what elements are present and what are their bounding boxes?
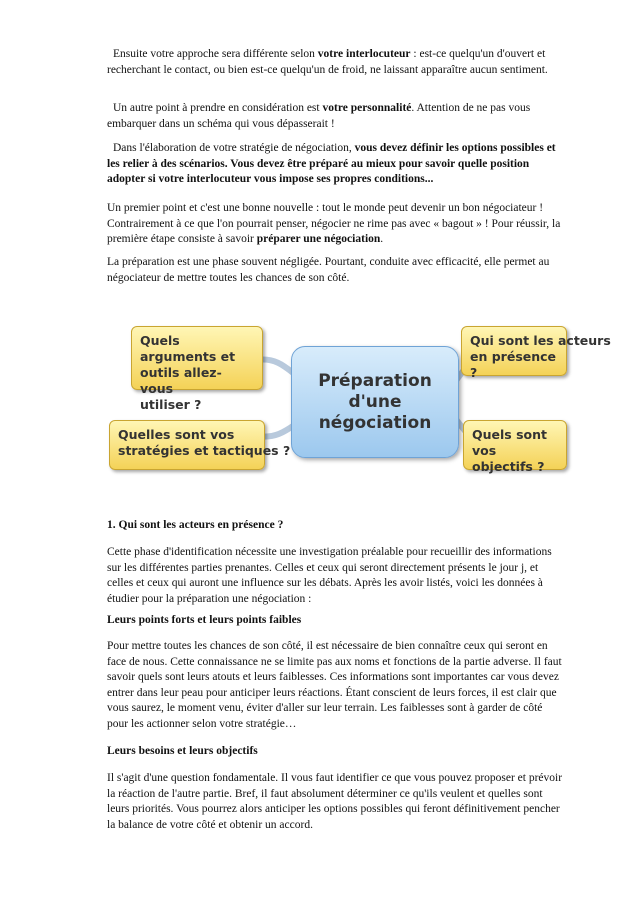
paragraph-interlocuteur [107,47,565,78]
node-strategies [109,420,291,470]
paragraph-preparation: La préparation est une phase souvent négligée. Pourtant, conduite avec efficacité, elle permet au négociateur de mettre toutes les chances de son côté. [107,256,550,284]
emphasis: votre interlocuteur [317,48,411,60]
paragraph-points-forts: Pour mettre toutes les chances de son côté, il est nécessaire de bien connaître ceux qui seront en face de nous. Cette connaissance ne se limite pas aux noms et fonctions de la partie adverse. Il faut savoir quels sont leurs atouts et leurs faiblesses. Ces informations sont importantes car vous devez entrer dans leur peau pour anticiper leurs réactions. Étant conscient de leurs forces, il est clair que vous saurez, le moment venu, éviter d'aller sur leur terrain. Les faiblesses sont à garder de côté pour les actionner selon votre stratégie… [107,640,562,730]
paragraph-bonne-nouvelle [107,201,565,248]
node-line: stratégies et tactiques ? [118,443,291,458]
emphasis: préparer une négociation [256,233,381,245]
node-center [291,346,459,458]
subheading-points-forts: Leurs points forts et leurs points faibles [107,614,302,626]
paragraph-strategie [107,141,565,188]
node-line: en présence ? [470,349,557,380]
text: Ensuite votre approche sera différente selon [113,48,318,60]
node-line: outils allez-vous [140,365,222,396]
node-line: Qui sont les acteurs [470,333,611,348]
mindmap-diagram [107,316,611,484]
section-heading-acteurs: 1. Qui sont les acteurs en présence ? [107,519,284,531]
paragraph-besoins: Il s'agit d'une question fondamentale. Il vous faut identifier ce que vous pouvez proposer et prévoir la réaction de l'autre partie. Bref, il faut absolument déterminer ce qu'ils veulent et quelles sont leurs priorités. Vous pourrez alors anticiper les options possibles qui feront définitivement pencher la balance de votre côté et obtenir un accord. [107,772,563,831]
text: Un premier point et c'est une bonne nouvelle : tout le monde peut devenir un bon négociateur ! Contrairement à ce que l'on pourrait penser, négocier ne rime pas avec « bagout » ! Pour réussir, la première étape consiste à savoir [107,202,561,245]
text: . [380,233,384,245]
node-line: Quels sont vos [472,427,547,458]
text: Un autre point à prendre en considération est [113,102,323,114]
emphasis: votre personnalité [322,102,412,114]
node-line: Quelles sont vos [118,427,235,442]
node-line: objectifs ? [472,459,545,474]
node-objectifs [463,420,567,474]
node-line: utiliser ? [140,397,202,412]
emphasis: vous devez définir les options possibles et les relier à des scénarios. Vous devez être préparé au mieux pour savoir quelle position adopter si votre interlocuteur vous impose ses propres conditions... [107,142,556,185]
paragraph-identification: Cette phase d'identification nécessite une investigation préalable pour recueillir des informations sur les différentes parties prenantes. Celles et ceux qui seront directement présents le jour j, et celles et ceux qui auront une influence sur les débats. Après les avoir listés, voici les données à étudier pour la préparation une négociation : [107,546,552,605]
text: . Attention de ne pas vous embarquer dans un schéma qui vous dépasserait ! [107,102,531,130]
text: Dans l'élaboration de votre stratégie de négociation, [113,142,355,154]
text: : est-ce quelqu'un d'ouvert et recherchant le contact, ou bien est-ce quelqu'un de froid, ne laissant apparaître aucun sentiment. [107,48,548,76]
center-line: d'une [348,391,402,412]
subheading-besoins: Leurs besoins et leurs objectifs [107,745,258,757]
node-line: Quels arguments et [140,333,236,364]
center-line: négociation [318,412,432,433]
node-arguments [131,326,263,412]
node-acteurs [461,326,611,380]
center-line: Préparation [318,370,432,391]
paragraph-personnalite [107,101,565,132]
